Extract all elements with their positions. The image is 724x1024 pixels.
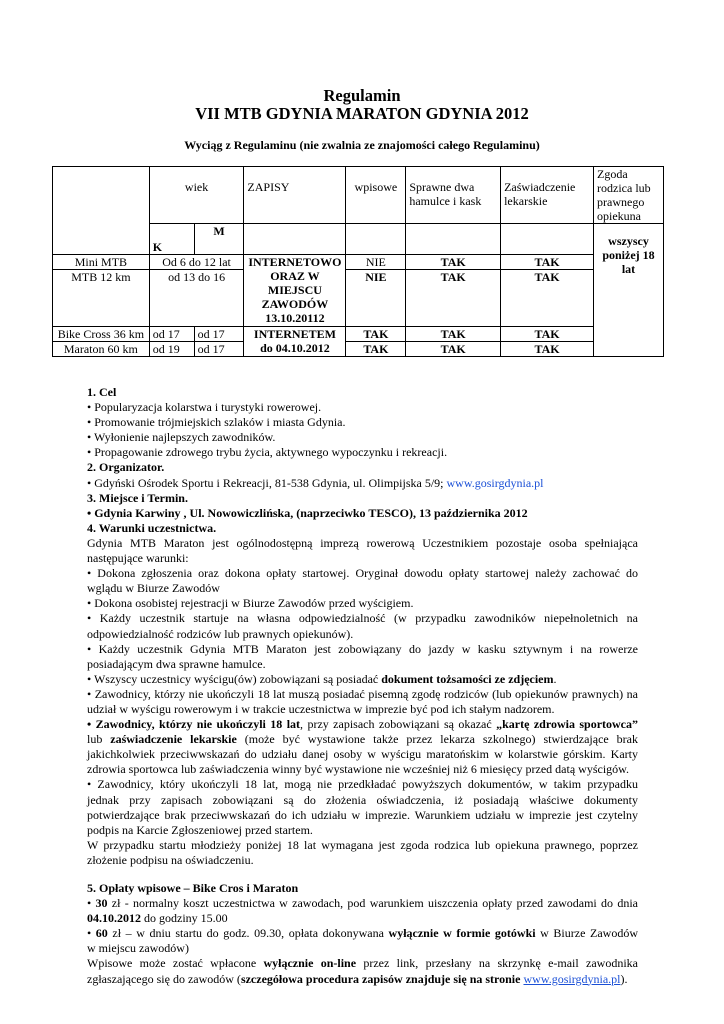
section-heading: 2. Organizator. xyxy=(87,460,165,475)
paragraph-line: Wpisowe może zostać wpłacone wyłącznie on-line przez link, przesłany na skrzynkę e-mail zawodnika xyxy=(87,956,638,971)
table-row xyxy=(53,327,664,342)
header-zapisy: ZAPISY xyxy=(244,167,346,224)
paragraph-line: Gdynia MTB Maraton jest ogólnodostępną imprezą rowerową Uczestnikiem pozostaje osoba spełniająca xyxy=(87,535,638,550)
paragraph-line: 04.10.2012 do godziny 15.00 xyxy=(87,911,228,926)
row-wpisowe: TAK xyxy=(346,327,406,342)
zgoda-cell: wszyscy poniżej 18 lat xyxy=(594,224,664,357)
website-link[interactable]: www.gosirgdynia.pl xyxy=(523,971,621,986)
organizer-line: • Gdyński Ośrodek Sportu i Rekreacji, 81-538 Gdynia, ul. Olimpijska 5/9; www.gosirgdynia.pl xyxy=(87,475,544,490)
location-line: • Gdynia Karwiny , Ul. Nowowiczlińska, (naprzeciwko TESCO), 13 października 2012 xyxy=(87,505,528,520)
paragraph-line: • Zawodnicy, którzy nie ukończyli 18 lat, przy zapisach zobowiązani są okazać „kartę zdrowia sportowca” xyxy=(87,717,639,732)
row-zaswiadczenie: TAK xyxy=(501,270,594,327)
list-item: • Promowanie trójmiejskich szlaków i miasta Gdynia. xyxy=(87,415,346,430)
section-heading: 1. Cel xyxy=(87,385,117,399)
paragraph-line: złożenie podpisu na oświadczeniu. xyxy=(87,852,254,867)
paragraph-line: • Zawodnicy, którzy nie ukończyli 18 lat muszą posiadać pisemną zgodę rodziców (lub opiekunów prawnych) na xyxy=(87,686,638,701)
paragraph-line: udział w wyścigu rowerowym i w trakcie uczestnictwa w imprezie być pod ich stałym nadzorem. xyxy=(87,701,555,716)
paragraph-line: • 60 zł – w dniu startu do godz. 09.30, opłata dokonywana wyłącznie w formie gotówki w Biurze Zawodów xyxy=(87,926,638,941)
paragraph-line: potwierdzające brak przeciwwskazań do ich udziału w imprezie. Warunkiem udziału w imprezie jest czytelny xyxy=(87,807,638,822)
paragraph-line: W przypadku startu młodzieży poniżej 18 lat wymagana jest zgoda rodzica lub opiekuna prawnego, poprzez xyxy=(87,837,638,852)
list-item: • Wyłonienie najlepszych zawodników. xyxy=(87,430,276,445)
paragraph-line: podpis na Karcie Zgłoszeniowej przed startem. xyxy=(87,822,313,837)
header-k: K xyxy=(149,224,194,255)
table-row xyxy=(53,255,664,270)
section-heading: 5. Opłaty wpisowe – Bike Cros i Maraton xyxy=(87,881,299,895)
paragraph-line: • Zawodnicy, który ukończyli 18 lat, mogą nie przedkładać powyższych dokumentów, w takim przypadku xyxy=(87,777,638,792)
row-age-m: od 17 xyxy=(194,342,244,357)
row-age-k: od 17 xyxy=(149,327,194,342)
paragraph-line: • Każdy uczestnik Gdynia MTB Maraton jest zobowiązany do jazdy w kasku sztywnym i na rowerze xyxy=(87,641,638,656)
row-name: Mini MTB xyxy=(53,255,150,270)
document-title: Regulamin xyxy=(323,86,401,105)
header-empty-cell xyxy=(53,167,150,255)
subheader-empty xyxy=(406,224,501,255)
row-age-m: od 17 xyxy=(194,327,244,342)
row-name: Bike Cross 36 km xyxy=(53,327,150,342)
table-header-row xyxy=(53,167,664,224)
list-item: • Propagowanie zdrowego trybu życia, aktywnego wypoczynku i rekreacji. xyxy=(87,445,448,460)
header-m: M xyxy=(194,224,244,255)
zapisy-online-onsite: INTERNETOWO ORAZ W MIEJSCU ZAWODÓW 13.10.20112 xyxy=(244,255,346,327)
excerpt-note: Wyciąg z Regulaminu (nie zwalnia ze znajomości całego Regulaminu) xyxy=(184,138,540,152)
row-hamulce: TAK xyxy=(406,255,501,270)
paragraph-line: odpowiedzialność rodziców lub prawnych opiekunów). xyxy=(87,626,354,641)
paragraph-line: • Dokona osobistej rejestracji w Biurze Zawodów przed wyścigiem. xyxy=(87,596,414,611)
row-wpisowe: TAK xyxy=(346,342,406,357)
paragraph-line: w miejscu zawodów) xyxy=(87,941,189,956)
requirements-table xyxy=(52,166,664,357)
row-name: MTB 12 km xyxy=(53,270,150,327)
header-hamulce: Sprawne dwa hamulce i kask xyxy=(406,167,501,224)
website-link[interactable]: www.gosirgdynia.pl xyxy=(446,475,544,490)
row-name: Maraton 60 km xyxy=(53,342,150,357)
header-wpisowe: wpisowe xyxy=(346,167,406,224)
subheader-empty xyxy=(501,224,594,255)
paragraph-line: • Dokona zgłoszenia oraz dokona opłaty startowej. Oryginał dowodu opłaty startowej należy zachować do xyxy=(87,566,638,581)
list-item: • Popularyzacja kolarstwa i turystyki rowerowej. xyxy=(87,400,322,415)
regulations-body xyxy=(87,385,638,987)
paragraph-line: zgłaszającego się do zawodów (szczegółowa procedura zapisów znajduje się na stronie www.gosirgdynia.pl). xyxy=(87,971,628,986)
paragraph-line: jakichkolwiek przeciwwskazań do udziału danej osoby w wyścigu maratońskim w kolarstwie górskim. Karty xyxy=(87,747,638,762)
row-zaswiadczenie: TAK xyxy=(501,255,594,270)
section-heading: 4. Warunki uczestnictwa. xyxy=(87,520,217,535)
header-zgoda: Zgoda rodzica lub prawnego opiekuna xyxy=(594,167,664,224)
row-wpisowe: NIE xyxy=(346,255,406,270)
paragraph-line: • Wszyscy uczestnicy wyścigu(ów) zobowiązani są posiadać dokument tożsamości ze zdjęciem. xyxy=(87,671,557,686)
row-zaswiadczenie: TAK xyxy=(501,342,594,357)
row-zaswiadczenie: TAK xyxy=(501,327,594,342)
paragraph-line: posiadającym dwa sprawne hamulce. xyxy=(87,656,266,671)
paragraph-line: jednak przy zapisach zobowiązani są do złożenia oświadczenia, iż posiadają właściwe dokumenty xyxy=(87,792,638,807)
paragraph-line: następujące warunki: xyxy=(87,551,189,566)
paragraph-line: lub zaświadczenie lekarskie (może być wystawione także przez lekarza szkolnego) stwierdzające brak xyxy=(87,732,638,747)
row-age: Od 6 do 12 lat xyxy=(149,255,244,270)
event-title: VII MTB GDYNIA MARATON GDYNIA 2012 xyxy=(195,104,529,123)
table-row xyxy=(53,342,664,357)
row-hamulce: TAK xyxy=(406,270,501,327)
paragraph-line: • 30 zł - normalny koszt uczestnictwa w zawodach, pod warunkiem uiszczenia opłaty przed zawodami do dnia xyxy=(87,896,638,911)
subheader-empty xyxy=(346,224,406,255)
row-hamulce: TAK xyxy=(406,342,501,357)
row-hamulce: TAK xyxy=(406,327,501,342)
section-gap xyxy=(87,868,638,881)
row-age-k: od 19 xyxy=(149,342,194,357)
paragraph-line: • Każdy uczestnik startuje na własna odpowiedzialność (w przypadku zawodników niepełnoletnich na xyxy=(87,611,638,626)
subheader-empty xyxy=(244,224,346,255)
header-zaswiadczenie: Zaświadczenie lekarskie xyxy=(501,167,594,224)
section-heading: 3. Miejsce i Termin. xyxy=(87,490,188,505)
header-wiek: wiek xyxy=(149,167,244,224)
row-wpisowe: NIE xyxy=(346,270,406,327)
paragraph-line: wglądu w Biurze Zawodów xyxy=(87,581,220,596)
paragraph-line: zdrowia sportowca lub zaświadczenia winny być wystawione nie wcześniej niż 6 miesięcy przed datą wyścigów. xyxy=(87,762,630,777)
row-age: od 13 do 16 xyxy=(149,270,244,327)
zapisy-online: INTERNETEM do 04.10.2012 xyxy=(244,327,346,357)
table-row xyxy=(53,270,664,327)
